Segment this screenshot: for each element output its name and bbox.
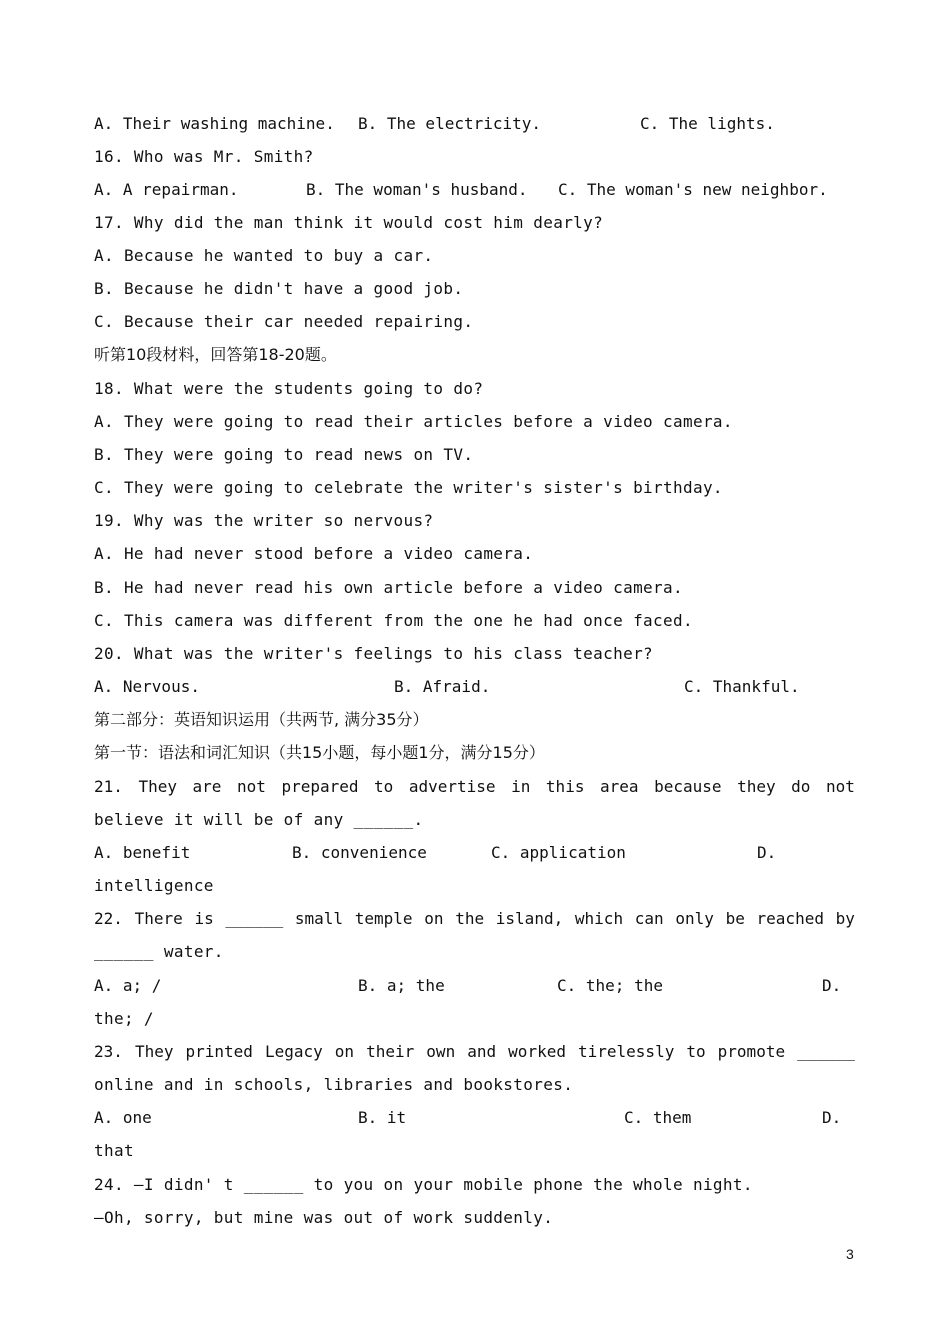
q16-option-c: C. The woman's new neighbor.: [558, 180, 828, 199]
q20-option-a: A. Nervous.: [94, 677, 200, 696]
q24-question-line2: —Oh, sorry, but mine was out of work suddenly.: [94, 1208, 554, 1227]
q15-option-c: C. The lights.: [640, 114, 775, 133]
q20-option-b: B. Afraid.: [394, 677, 491, 696]
q15-option-b: B. The electricity.: [358, 114, 542, 133]
word: Legacy: [264, 1042, 323, 1061]
word: printed: [185, 1042, 253, 1061]
word: be: [725, 909, 745, 928]
q21-question-line2: believe it will be of any ______.: [94, 810, 424, 829]
word: the: [455, 909, 485, 928]
q19-option-b: B. He had never read his own article before a video camera.: [94, 578, 683, 597]
word: small: [294, 909, 344, 928]
q21-option-a: A. benefit: [94, 843, 191, 862]
q20-question: 20. What was the writer's feelings to his class teacher?: [94, 644, 654, 663]
word: temple: [354, 909, 413, 928]
word: tirelessly: [578, 1042, 675, 1061]
word: only: [675, 909, 714, 928]
q15-option-a: A. Their washing machine.: [94, 114, 335, 133]
q17-option-b: B. Because he didn't have a good job.: [94, 279, 464, 298]
word: ______: [225, 909, 284, 928]
word: are: [192, 777, 222, 796]
q22-question-line2: ______ water.: [94, 942, 224, 961]
q22-option-b: B. a; the: [358, 976, 445, 995]
word: which: [574, 909, 624, 928]
q18-question: 18. What were the students going to do?: [94, 379, 484, 398]
word: island,: [495, 909, 564, 928]
word: own: [426, 1042, 456, 1061]
word: and: [467, 1042, 497, 1061]
q18-option-b: B. They were going to read news on TV.: [94, 445, 474, 464]
q16-option-b: B. The woman's husband.: [306, 180, 528, 199]
q21-option-d-text: intelligence: [94, 876, 214, 895]
q17-option-c: C. Because their car needed repairing.: [94, 312, 474, 331]
word: can: [634, 909, 664, 928]
q19-option-c: C. This camera was different from the one he had once faced.: [94, 611, 693, 630]
word: worked: [508, 1042, 566, 1061]
q22-option-d-text: the; /: [94, 1009, 154, 1028]
q23-question-line1: [94, 1042, 855, 1062]
word: not: [825, 777, 855, 796]
word: promote: [717, 1042, 786, 1061]
q22-option-a: A. a; /: [94, 976, 162, 995]
word: their: [366, 1042, 415, 1061]
word: 22.: [94, 909, 123, 928]
q22-question-line1: [94, 909, 855, 929]
word: not: [236, 777, 266, 796]
part2-section1-heading: 第一节：语法和词汇知识（共15小题，每小题1分，满分15分）: [94, 743, 545, 762]
word: this: [545, 777, 585, 796]
q21-question-line1: [94, 777, 855, 797]
word: 23.: [94, 1042, 123, 1061]
q23-question-line2: online and in schools, libraries and bookstores.: [94, 1075, 574, 1094]
word: to: [374, 777, 394, 796]
word: because: [654, 777, 722, 796]
word: ______: [797, 1042, 855, 1061]
word: prepared: [281, 777, 359, 796]
word: 21.: [94, 777, 123, 796]
word: area: [600, 777, 639, 796]
word: They: [138, 777, 177, 796]
q23-option-b: B. it: [358, 1108, 407, 1127]
q23-option-a: A. one: [94, 1108, 152, 1127]
word: they: [737, 777, 776, 796]
q19-question: 19. Why was the writer so nervous?: [94, 511, 434, 530]
page-number: 3: [846, 1246, 854, 1262]
q18-option-c: C. They were going to celebrate the writer's sister's birthday.: [94, 478, 723, 497]
word: advertise: [408, 777, 496, 796]
word: There: [134, 909, 183, 928]
word: They: [134, 1042, 174, 1061]
q18-option-a: A. They were going to read their articles before a video camera.: [94, 412, 733, 431]
word: on: [424, 909, 444, 928]
q22-option-c: C. the; the: [557, 976, 663, 995]
q16-option-a: A. A repairman.: [94, 180, 239, 199]
word: in: [511, 777, 531, 796]
q23-option-d-text: that: [94, 1141, 134, 1160]
part2-heading: 第二部分：英语知识运用（共两节, 满分35分）: [94, 710, 429, 729]
word: do: [791, 777, 811, 796]
q21-option-c: C. application: [491, 843, 626, 862]
q21-option-b: B. convenience: [292, 843, 427, 862]
word: reached: [756, 909, 824, 928]
q21-option-d: D.: [757, 843, 777, 862]
word: by: [835, 909, 855, 928]
q24-question-line1: 24. —I didn' t ______ to you on your mobile phone the whole night.: [94, 1175, 753, 1194]
q23-option-d: D.: [822, 1108, 842, 1127]
q17-question: 17. Why did the man think it would cost him dearly?: [94, 213, 604, 232]
q23-option-c: C. them: [624, 1108, 692, 1127]
q17-option-a: A. Because he wanted to buy a car.: [94, 246, 434, 265]
word: to: [686, 1042, 706, 1061]
section10-heading: 听第10段材料，回答第18-20题。: [94, 345, 337, 364]
word: on: [334, 1042, 355, 1061]
q22-option-d: D.: [822, 976, 842, 995]
q16-question: 16. Who was Mr. Smith?: [94, 147, 314, 166]
q19-option-a: A. He had never stood before a video camera.: [94, 544, 534, 563]
word: is: [194, 909, 214, 928]
q20-option-c: C. Thankful.: [684, 677, 800, 696]
